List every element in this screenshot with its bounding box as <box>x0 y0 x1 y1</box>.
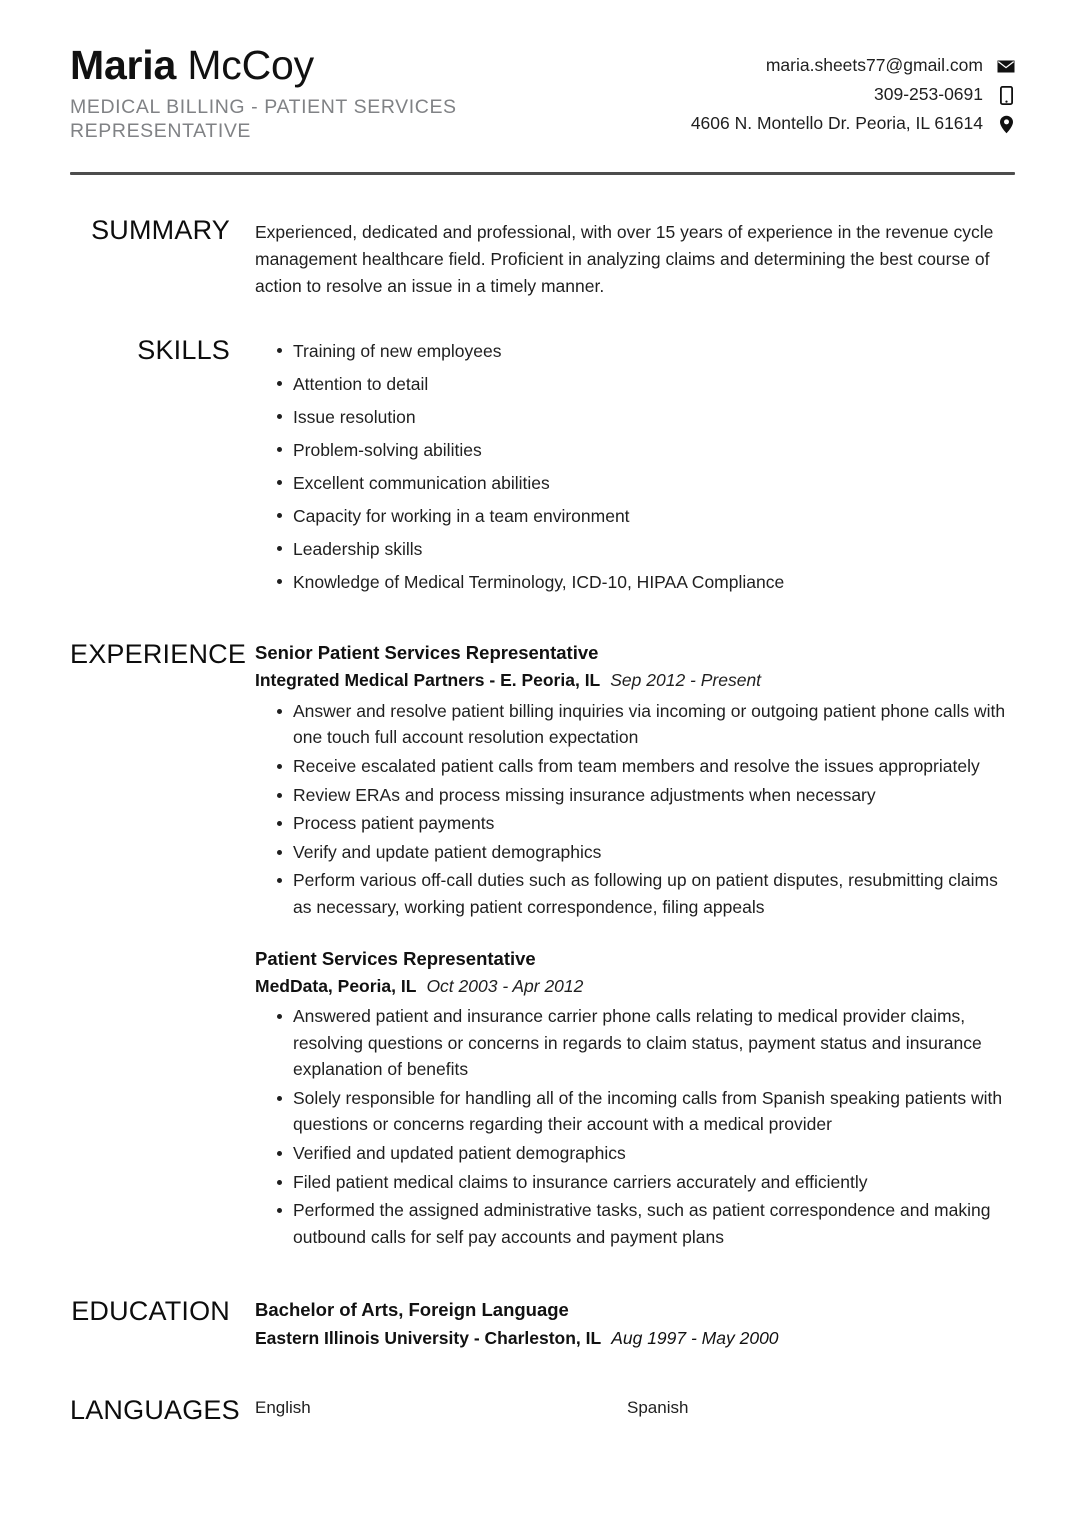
education-meta <box>255 1326 1015 1351</box>
job-company: Integrated Medical Partners - E. Peoria, IL <box>255 670 601 691</box>
experience-entry <box>255 947 1015 1251</box>
skill-item: Issue resolution <box>277 403 1015 431</box>
job-subtitle: MEDICAL BILLING - PATIENT SERVICES REPRESENTATIVE <box>70 96 457 143</box>
section-heading-summary: SUMMARY <box>91 215 230 246</box>
list-item: Process patient payments <box>277 810 1015 837</box>
language-item: English <box>255 1397 311 1417</box>
job-dates: Sep 2012 - Present <box>610 670 762 691</box>
skill-item: Attention to detail <box>277 370 1015 398</box>
contact-email[interactable] <box>766 56 1015 76</box>
contact-address[interactable] <box>691 114 1015 134</box>
skills-list <box>255 337 1015 596</box>
location-pin-icon <box>997 114 1015 134</box>
summary-text: Experienced, dedicated and professional, with over 15 years of experience in the revenue cycle management healthcare field. Proficient in analyzing claims and determining the best course of action to resolve an issue in a timely manner. <box>255 222 994 296</box>
list-item: Solely responsible for handling all of the incoming calls from Spanish speaking patients with questions or concerns regarding their account with a medical provider <box>277 1085 1015 1138</box>
resume-header <box>0 0 1085 144</box>
education-school: Eastern Illinois University - Charleston, IL <box>255 1328 602 1349</box>
section-body-education <box>255 1298 1015 1350</box>
section-education <box>0 1298 1085 1350</box>
job-meta <box>255 668 1015 693</box>
contact-block <box>691 44 1015 134</box>
first-name: Maria <box>70 42 177 88</box>
job-company: MedData, Peoria, IL <box>255 975 417 996</box>
skill-item: Excellent communication abilities <box>277 469 1015 497</box>
education-dates: Aug 1997 - May 2000 <box>611 1328 779 1349</box>
list-item: Filed patient medical claims to insurance carriers accurately and efficiently <box>277 1169 1015 1196</box>
section-summary <box>0 217 1085 299</box>
name-block <box>70 44 490 144</box>
skill-item: Leadership skills <box>277 535 1015 563</box>
phone-icon <box>997 85 1015 105</box>
contact-phone-value: 309-253-0691 <box>874 84 983 105</box>
section-label-column <box>70 337 255 364</box>
education-degree: Bachelor of Arts, Foreign Language <box>255 1299 569 1321</box>
list-item: Verified and updated patient demographics <box>277 1140 1015 1167</box>
last-name: McCoy <box>187 42 314 88</box>
section-heading-experience: EXPERIENCE <box>70 639 247 670</box>
header-divider <box>70 172 1015 175</box>
list-item: Answered patient and insurance carrier phone calls relating to medical provider claims, resolving questions or concerns in regards to claim status, payment status and insurance explanation of benefits <box>277 1003 1015 1083</box>
section-heading-education: EDUCATION <box>71 1296 230 1327</box>
bullet-list <box>255 698 1015 921</box>
job-meta <box>255 974 1015 999</box>
section-experience <box>0 641 1085 1252</box>
section-label-column <box>70 1394 255 1425</box>
language-item: Spanish <box>627 1397 689 1417</box>
skill-item: Knowledge of Medical Terminology, ICD-10, HIPAA Compliance <box>277 568 1015 596</box>
section-heading-languages: LANGUAGES <box>70 1394 240 1425</box>
list-item: Performed the assigned administrative tasks, such as patient correspondence and making outbound calls for self pay accounts and payment plans <box>277 1197 1015 1250</box>
job-title: Patient Services Representative <box>255 947 536 969</box>
languages-row <box>255 1397 1015 1419</box>
contact-email-value: maria.sheets77@gmail.com <box>765 55 983 76</box>
section-label-column <box>70 1298 255 1325</box>
section-body-summary <box>255 217 1015 299</box>
section-heading-skills: SKILLS <box>137 335 230 366</box>
section-languages <box>0 1394 1085 1425</box>
section-label-column <box>70 217 255 244</box>
list-item: Verify and update patient demographics <box>277 839 1015 866</box>
envelope-icon <box>997 56 1015 76</box>
section-label-column <box>70 641 255 668</box>
section-body-skills <box>255 337 1015 601</box>
list-item: Perform various off-call duties such as following up on patient disputes, resubmitting claims as necessary, working patient correspondence, filing appeals <box>277 867 1015 920</box>
list-item: Review ERAs and process missing insurance adjustments when necessary <box>277 782 1015 809</box>
skill-item: Training of new employees <box>277 337 1015 365</box>
job-dates: Oct 2003 - Apr 2012 <box>426 975 584 996</box>
section-body-experience <box>255 641 1015 1252</box>
page-title <box>70 44 490 87</box>
job-title: Senior Patient Services Representative <box>255 642 599 664</box>
list-item: Answer and resolve patient billing inquiries via incoming or outgoing patient phone calls with one touch full account resolution expectation <box>277 698 1015 751</box>
section-skills <box>0 337 1085 601</box>
bullet-list <box>255 1003 1015 1250</box>
experience-entry <box>255 641 1015 920</box>
list-item: Receive escalated patient calls from team members and resolve the issues appropriately <box>277 753 1015 780</box>
contact-address-value: 4606 N. Montello Dr. Peoria, IL 61614 <box>690 113 983 134</box>
skill-item: Problem-solving abilities <box>277 436 1015 464</box>
skill-item: Capacity for working in a team environment <box>277 502 1015 530</box>
education-entry <box>255 1298 1015 1350</box>
section-body-languages <box>255 1397 1015 1419</box>
contact-phone[interactable] <box>874 85 1015 105</box>
